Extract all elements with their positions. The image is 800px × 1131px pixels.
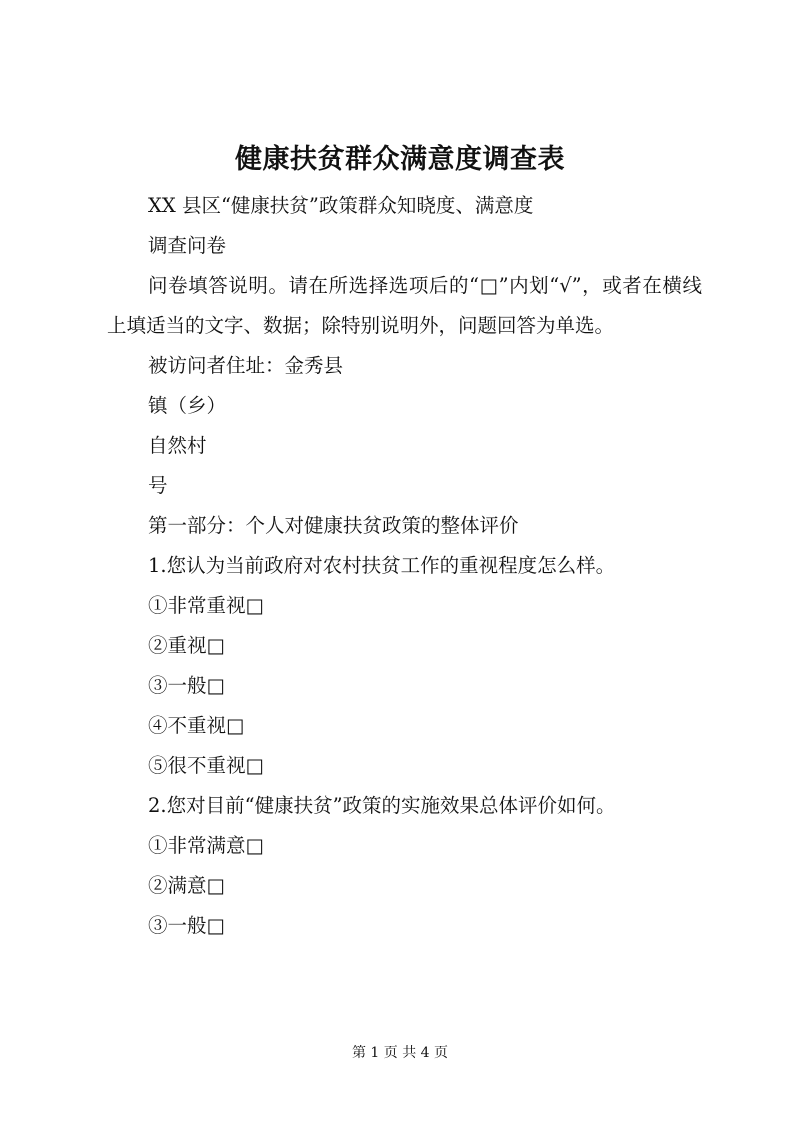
address-label: 被访问者住址：金秀县 [148, 354, 344, 377]
q2-option-1: ①非常满意□ [148, 834, 264, 857]
instructions-paragraph: 问卷填答说明。请在所选择选项后的“□”内划“√”，或者在横线上填适当的文字、数据；除特别说明外，问题回答为单选。 [107, 274, 702, 337]
subtitle-line-1: XX 县区“健康扶贫”政策群众知晓度、满意度 [148, 194, 534, 217]
document-body [107, 186, 702, 946]
village-label: 自然村 [148, 434, 207, 457]
q2-option-2: ②满意□ [148, 874, 225, 897]
q1-option-2: ②重视□ [148, 634, 225, 657]
question-1: 1.您认为当前政府对农村扶贫工作的重视程度怎么样。 [148, 554, 616, 577]
part1-heading: 第一部分：个人对健康扶贫政策的整体评价 [148, 514, 519, 537]
page-footer: 第 1 页 共 4 页 [351, 1045, 449, 1061]
town-label: 镇（乡） [148, 394, 227, 417]
q1-option-1: ①非常重视□ [148, 594, 264, 617]
number-label: 号 [148, 474, 168, 497]
q2-option-3: ③一般□ [148, 914, 225, 937]
subtitle-line-2: 调查问卷 [148, 234, 227, 257]
document-title: 健康扶贫群众满意度调查表 [235, 144, 565, 175]
question-2: 2.您对目前“健康扶贫”政策的实施效果总体评价如何。 [148, 794, 616, 817]
q1-option-4: ④不重视□ [148, 714, 245, 737]
q1-option-3: ③一般□ [148, 674, 225, 697]
q1-option-5: ⑤很不重视□ [148, 754, 264, 777]
